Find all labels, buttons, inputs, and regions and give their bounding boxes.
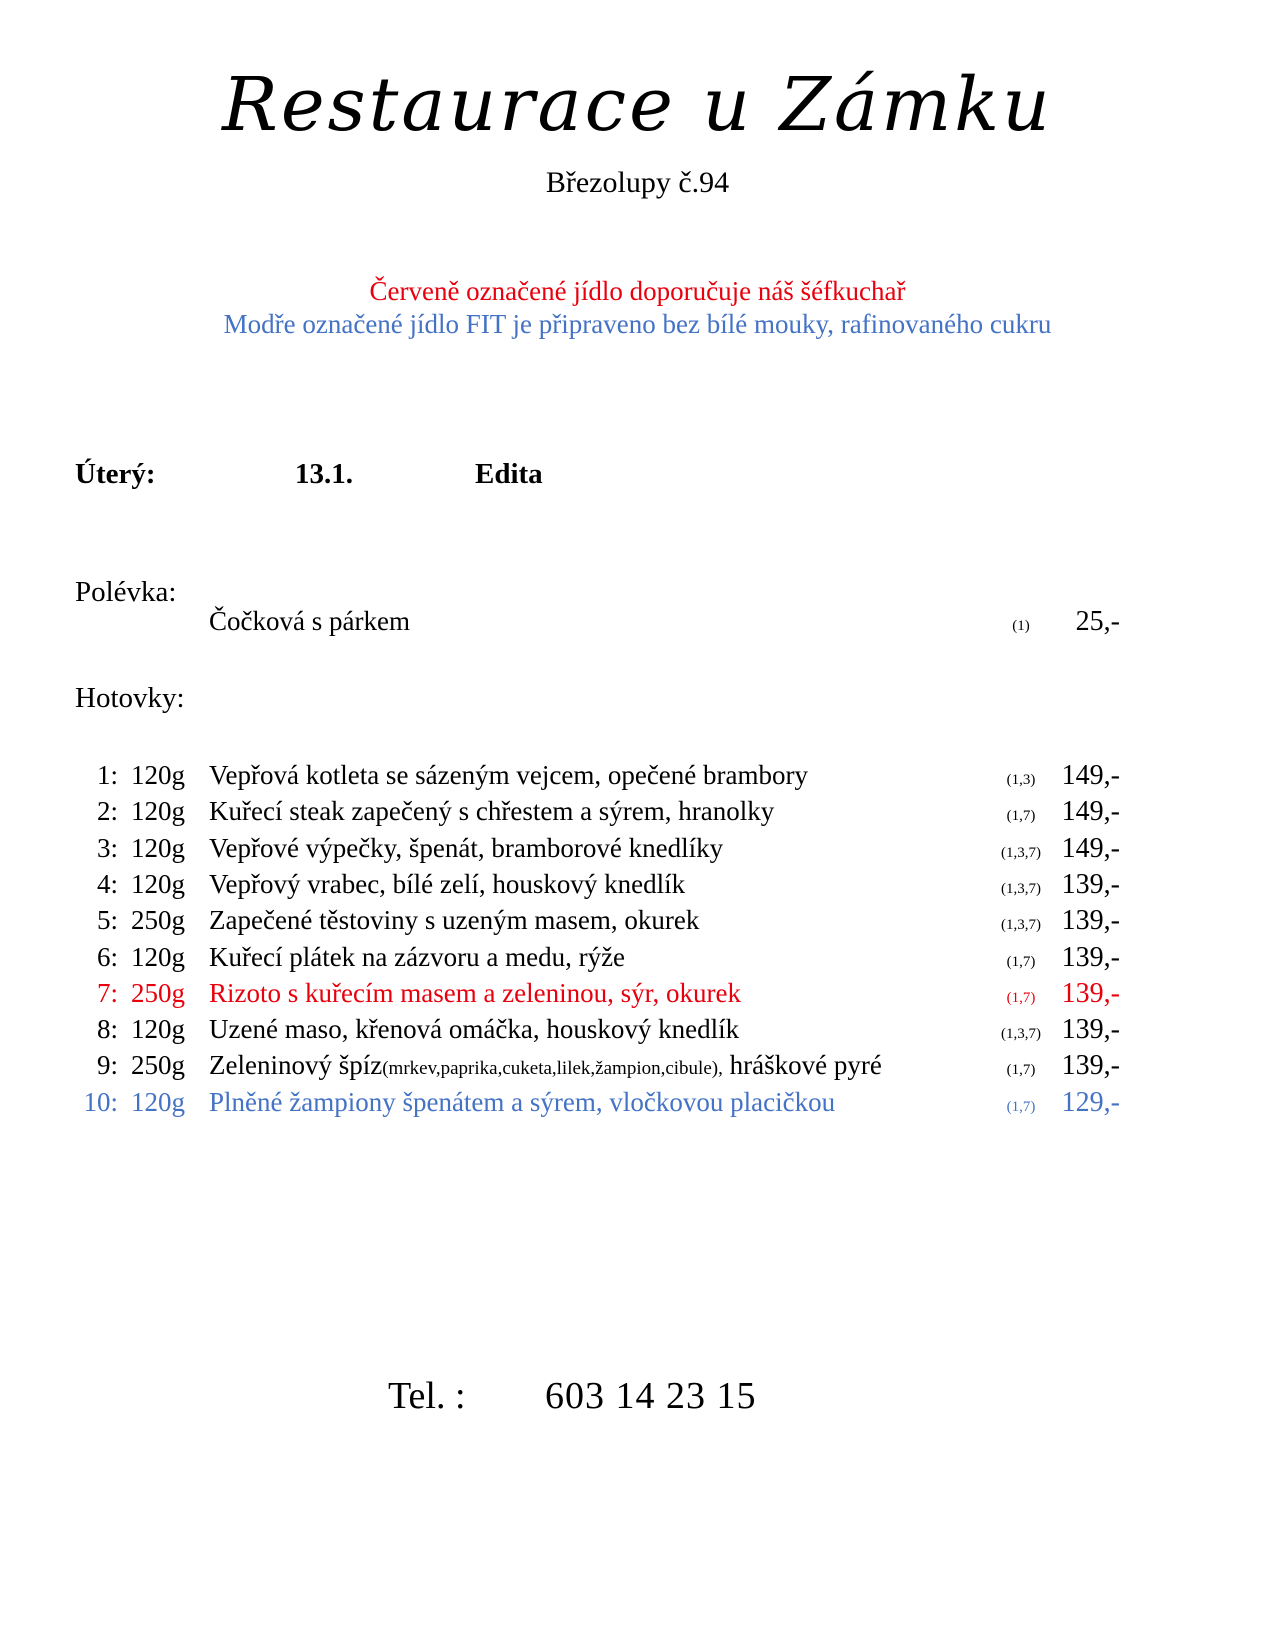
item-description: Plněné žampiony špenátem a sýrem, vločkovou placičkou [209,1086,836,1117]
item-price: 149,- [1061,796,1120,828]
menu-item-row [70,978,1120,1010]
menu-item-row [70,1014,1120,1046]
soup-price: 25,- [1075,606,1120,637]
item-weight: 120g [131,832,185,863]
soup-allergens: (1) [1012,618,1030,634]
menu-item-row [70,1050,1120,1082]
item-weight: 250g [131,977,185,1008]
item-allergens: (1,7) [1006,1062,1036,1079]
item-number: 3: [96,832,118,863]
item-description: Vepřová kotleta se sázeným vejcem, opečené brambory [209,760,808,790]
menu-item-row [70,1087,1120,1119]
item-weight: 120g [131,760,185,790]
item-allergens: (1,3) [1006,772,1036,788]
menu-item-row [70,796,1120,828]
item-number: 5: [96,905,118,936]
phone-label: Tel. : [388,1375,466,1417]
soup-section-label: Polévka: [75,576,177,608]
item-price: 139,- [1061,868,1120,900]
mains-section-label: Hotovky: [75,682,185,714]
item-number: 10: [83,1086,118,1117]
restaurant-address: Březolupy č.94 [545,166,730,199]
menu-item-row [70,905,1120,937]
item-weight: 120g [131,941,185,972]
item-description: Kuřecí plátek na zázvoru a medu, rýže [209,941,626,972]
item-description: Kuřecí steak zapečený s chřestem a sýrem, hranolky [209,796,775,827]
item-weight: 120g [131,1086,185,1117]
item-number: 1: [96,760,118,790]
item-price: 129,- [1061,1086,1120,1118]
item-allergens: (1,3,7) [1001,917,1041,934]
item-allergens: (1,7) [1006,808,1036,825]
item-description: Zeleninový špíz(mrkev,paprika,cuketa,lilek,žampion,cibule), hráškové pyré [209,1050,882,1081]
cook-name: Edita [475,458,543,490]
item-allergens: (1,3,7) [1001,880,1041,897]
item-weight: 120g [131,796,185,827]
note-chef-recommendation: Červeně označené jídlo doporučuje náš šéfkuchař [369,276,906,306]
item-number: 2: [96,796,118,827]
item-allergens: (1,3,7) [1001,844,1041,861]
item-description: Rizoto s kuřecím masem a zeleninou, sýr, okurek [209,977,742,1008]
menu-item-row [70,942,1120,974]
item-weight: 120g [131,868,185,899]
item-number: 9: [96,1050,118,1081]
menu-item-row [70,869,1120,901]
item-weight: 250g [131,1050,185,1081]
note-fit-meal: Modře označené jídlo FIT je připraveno bez bílé mouky, rafinovaného cukru [223,309,1052,339]
soup-row [70,606,1120,638]
item-price: 139,- [1061,1050,1120,1082]
item-description: Uzené maso, křenová omáčka, houskový knedlík [209,1014,740,1045]
item-price: 149,- [1061,760,1120,791]
item-number: 6: [96,941,118,972]
item-price: 139,- [1061,905,1120,937]
item-number: 8: [96,1014,118,1045]
item-description: Zapečené těstoviny s uzeným masem, okurek [209,905,700,936]
item-price: 139,- [1061,977,1120,1009]
menu-item-row [70,833,1120,865]
item-price: 139,- [1061,1014,1120,1046]
item-allergens: (1,3,7) [1001,1026,1041,1043]
item-weight: 120g [131,1014,185,1045]
item-description: Vepřové výpečky, špenát, bramborové knedlíky [209,832,724,863]
item-allergens: (1,7) [1006,953,1036,970]
day-name: Úterý: [75,458,156,490]
soup-name: Čočková s párkem [209,606,410,636]
menu-item-row [70,760,1120,792]
item-weight: 250g [131,905,185,936]
restaurant-name: Restaurace u Zámku [222,62,1053,148]
day-date: 13.1. [295,458,353,490]
item-allergens: (1,7) [1006,989,1036,1006]
item-allergens: (1,7) [1006,1098,1036,1115]
phone-number: 603 14 23 15 [545,1375,757,1417]
item-number: 7: [96,977,118,1008]
item-description: Vepřový vrabec, bílé zelí, houskový knedlík [209,868,686,899]
item-price: 149,- [1061,832,1120,864]
item-number: 4: [96,868,118,899]
item-price: 139,- [1061,941,1120,973]
